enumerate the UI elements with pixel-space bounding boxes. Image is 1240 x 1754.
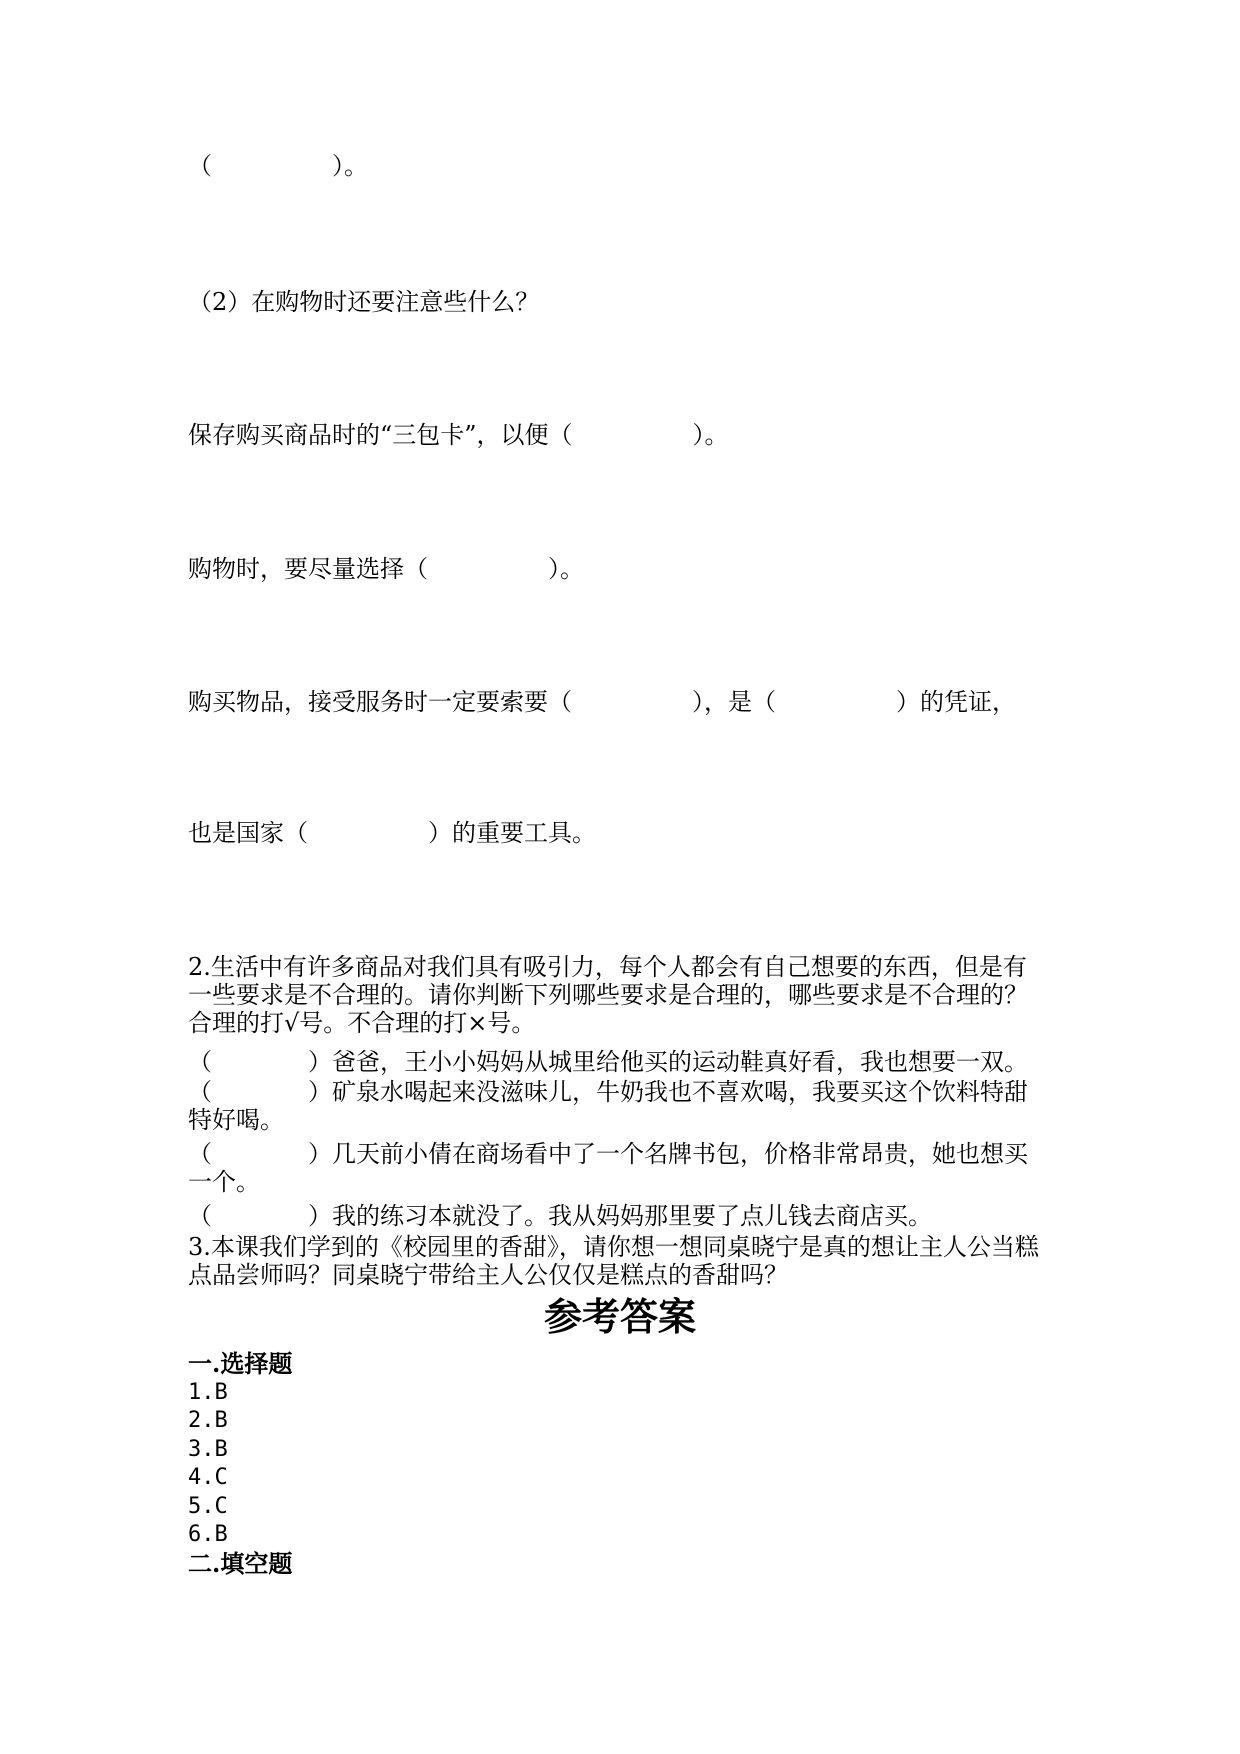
question-2-intro: 2.生活中有许多商品对我们具有吸引力，每个人都会有自己想要的东西，但是有一些要求是不合理的。请你判断下列哪些要求是合理的，哪些要求是不合理的？合理的打√号。不合理的打×号。 <box>188 953 1028 1037</box>
question-2-item-4: （ ）我的练习本就没了。我从妈妈那里要了点儿钱去商店买。 <box>188 1202 932 1230</box>
answer-item: 5.C <box>188 1494 228 1519</box>
question-2-item-1: （ ）爸爸，王小小妈妈从城里给他买的运动鞋真好看，我也想要一双。 <box>188 1048 1028 1076</box>
question-3: 3.本课我们学到的《校园里的香甜》，请你想一想同桌晓宁是真的想让主人公当糕点品尝师吗？同桌晓宁带给主人公仅仅是糕点的香甜吗？ <box>188 1233 1039 1289</box>
fill-line-choose: 购物时，要尽量选择（ ）。 <box>188 555 584 583</box>
fill-line-receipt: 购买物品，接受服务时一定要索要（ ），是（ ）的凭证， <box>188 688 1016 716</box>
answer-item: 1.B <box>188 1380 228 1405</box>
answer-item: 2.B <box>188 1408 228 1433</box>
answer-item: 6.B <box>188 1522 228 1547</box>
fill-line-sanbaoka: 保存购买商品时的“三包卡”，以便（ ）。 <box>188 421 729 449</box>
answer-item: 3.B <box>188 1437 228 1462</box>
subquestion-2: （2）在购物时还要注意些什么？ <box>188 288 540 316</box>
question-2-item-2: （ ）矿泉水喝起来没滋味儿，牛奶我也不喜欢喝，我要买这个饮料特甜特好喝。 <box>188 1078 1028 1134</box>
question-2-item-3: （ ）几天前小倩在商场看中了一个名牌书包，价格非常昂贵，她也想买一个。 <box>188 1140 1028 1196</box>
answer-item: 4.C <box>188 1465 228 1490</box>
section-heading-choice: 一.选择题 <box>188 1349 293 1378</box>
fill-line-state: 也是国家（ ）的重要工具。 <box>188 819 596 847</box>
fill-line-blank-1: （ ）。 <box>188 152 368 180</box>
section-heading-fill: 二.填空题 <box>188 1549 293 1578</box>
answers-title: 参考答案 <box>543 1294 696 1339</box>
